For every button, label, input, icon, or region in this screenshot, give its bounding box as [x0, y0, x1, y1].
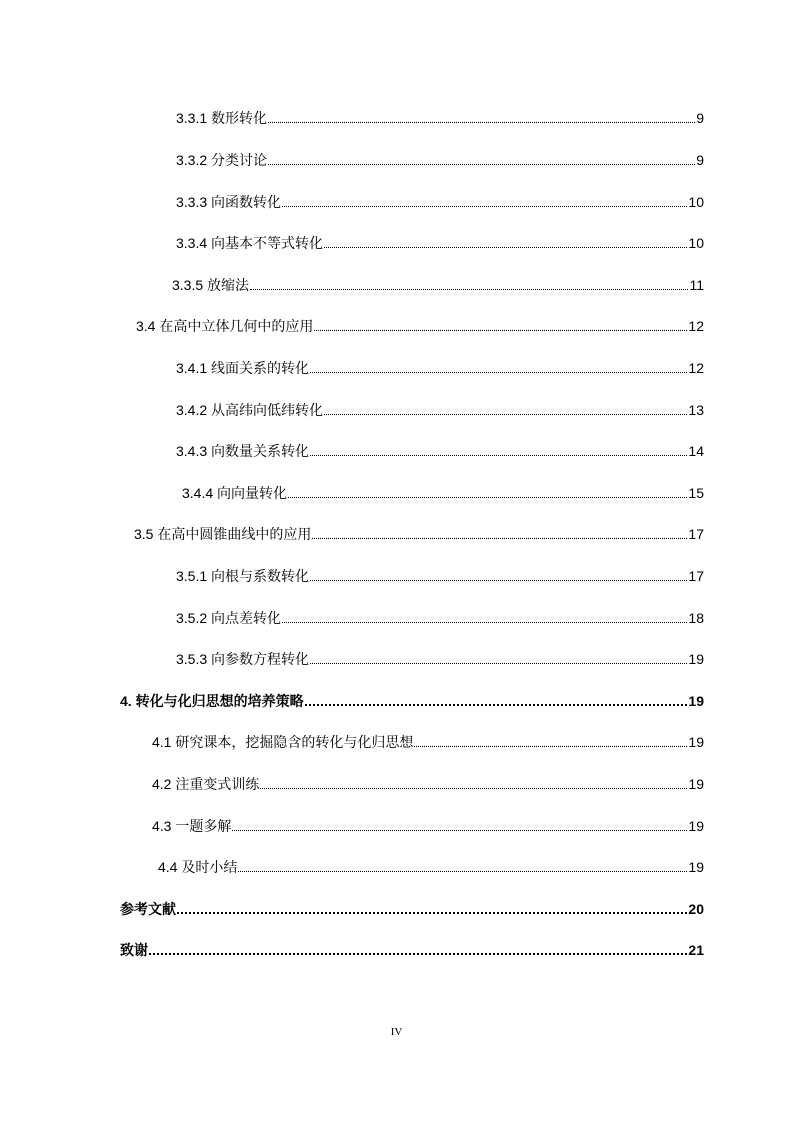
toc-leader-dots [250, 289, 688, 290]
toc-entry-page: 15 [688, 485, 704, 501]
toc-entry-3-5[interactable] [134, 522, 704, 542]
toc-entry-page: 17 [688, 568, 704, 584]
toc-entry-label: 4.2 注重变式训练 [152, 776, 260, 792]
toc-entry-page: 9 [696, 152, 704, 168]
toc-entry-3-4-1[interactable] [176, 356, 704, 376]
toc-entry-label: 3.3.4 向基本不等式转化 [176, 235, 324, 251]
toc-entry-label: 4.3 一题多解 [152, 818, 232, 834]
toc-leader-dots [268, 164, 695, 165]
toc-entry-page: 20 [688, 901, 704, 917]
toc-entry-3-5-1[interactable] [176, 564, 704, 584]
toc-entry-4-4[interactable] [158, 855, 704, 875]
toc-leader-dots [310, 372, 687, 373]
toc-entry-3-4-4[interactable] [182, 481, 704, 501]
toc-entry-label: 3.5 在高中圆锥曲线中的应用 [134, 526, 312, 542]
toc-leader-dots [324, 247, 687, 248]
toc-leader-dots [324, 414, 687, 415]
toc-entry-label: 3.3.2 分类讨论 [176, 152, 268, 168]
toc-entry-3-5-2[interactable] [176, 606, 704, 626]
toc-leader-dots [312, 538, 687, 539]
toc-entry-page: 19 [688, 859, 704, 875]
toc-entry-page: 19 [688, 651, 704, 667]
toc-entry-label: 参考文献 [120, 901, 176, 917]
toc-leader-dots [414, 746, 687, 747]
toc-entry-4-3[interactable] [152, 814, 704, 834]
toc-leader-dots [149, 953, 687, 955]
toc-entry-3-3-5[interactable] [172, 273, 704, 293]
toc-entry-3-4[interactable] [136, 314, 704, 334]
toc-entry-3-4-2[interactable] [176, 398, 704, 418]
toc-entry-3-5-3[interactable] [176, 647, 704, 667]
toc-entry-page: 11 [689, 277, 704, 293]
toc-entry-label: 3.5.3 向参数方程转化 [176, 651, 310, 667]
toc-entry-page: 18 [688, 610, 704, 626]
toc-entry-label: 3.4.2 从高纬向低纬转化 [176, 402, 324, 418]
toc-leader-dots [282, 622, 687, 623]
toc-entry-page: 21 [688, 942, 704, 958]
toc-entry-chapter-4[interactable] [120, 689, 704, 709]
toc-leader-dots [282, 206, 687, 207]
toc-entry-label: 4. 转化与化归思想的培养策略 [120, 693, 304, 709]
toc-entry-label: 3.4 在高中立体几何中的应用 [136, 318, 314, 334]
toc-entry-4-2[interactable] [152, 772, 704, 792]
toc-leader-dots [238, 871, 687, 872]
toc-entry-page: 12 [688, 360, 704, 376]
toc-entry-page: 12 [688, 318, 704, 334]
toc-leader-dots [310, 663, 687, 664]
toc-entry-acknowledgements[interactable] [120, 938, 704, 958]
toc-leader-dots [232, 830, 687, 831]
toc-entry-3-4-3[interactable] [176, 439, 704, 459]
toc-leader-dots [268, 122, 695, 123]
toc-entry-page: 14 [688, 443, 704, 459]
toc-entry-page: 19 [688, 818, 704, 834]
toc-leader-dots [288, 497, 687, 498]
toc-entry-3-3-1[interactable] [176, 106, 704, 126]
toc-entry-3-3-4[interactable] [176, 231, 704, 251]
toc-entry-label: 3.4.1 线面关系的转化 [176, 360, 310, 376]
toc-leader-dots [310, 455, 687, 456]
toc-leader-dots [314, 330, 687, 331]
toc-entry-label: 3.3.3 向函数转化 [176, 194, 282, 210]
toc-entry-references[interactable] [120, 897, 704, 917]
toc-entry-page: 17 [688, 526, 704, 542]
toc-entry-page: 19 [688, 734, 704, 750]
toc-entry-label: 3.5.1 向根与系数转化 [176, 568, 310, 584]
toc-entry-3-3-2[interactable] [176, 148, 704, 168]
toc-entry-label: 4.4 及时小结 [158, 859, 238, 875]
toc-leader-dots [305, 704, 688, 706]
toc-entry-label: 3.3.1 数形转化 [176, 110, 268, 126]
toc-entry-label: 3.3.5 放缩法 [172, 277, 250, 293]
toc-leader-dots [177, 912, 687, 914]
page-number: IV [390, 1026, 403, 1038]
toc-entry-page: 19 [688, 776, 704, 792]
toc-entry-label: 3.5.2 向点差转化 [176, 610, 282, 626]
toc-entry-label: 3.4.3 向数量关系转化 [176, 443, 310, 459]
toc-entry-4-1[interactable] [152, 730, 704, 750]
toc-entry-page: 19 [688, 693, 704, 709]
toc-entry-label: 3.4.4 向向量转化 [182, 485, 288, 501]
toc-leader-dots [260, 788, 687, 789]
toc-entry-label: 致谢 [120, 942, 148, 958]
toc-entry-page: 10 [688, 194, 704, 210]
toc-entry-page: 10 [688, 235, 704, 251]
toc-entry-3-3-3[interactable] [176, 190, 704, 210]
toc-entry-label: 4.1 研究课本，挖掘隐含的转化与化归思想 [152, 734, 414, 750]
toc-entry-page: 13 [688, 402, 704, 418]
toc-leader-dots [310, 580, 687, 581]
toc-entry-page: 9 [696, 110, 704, 126]
